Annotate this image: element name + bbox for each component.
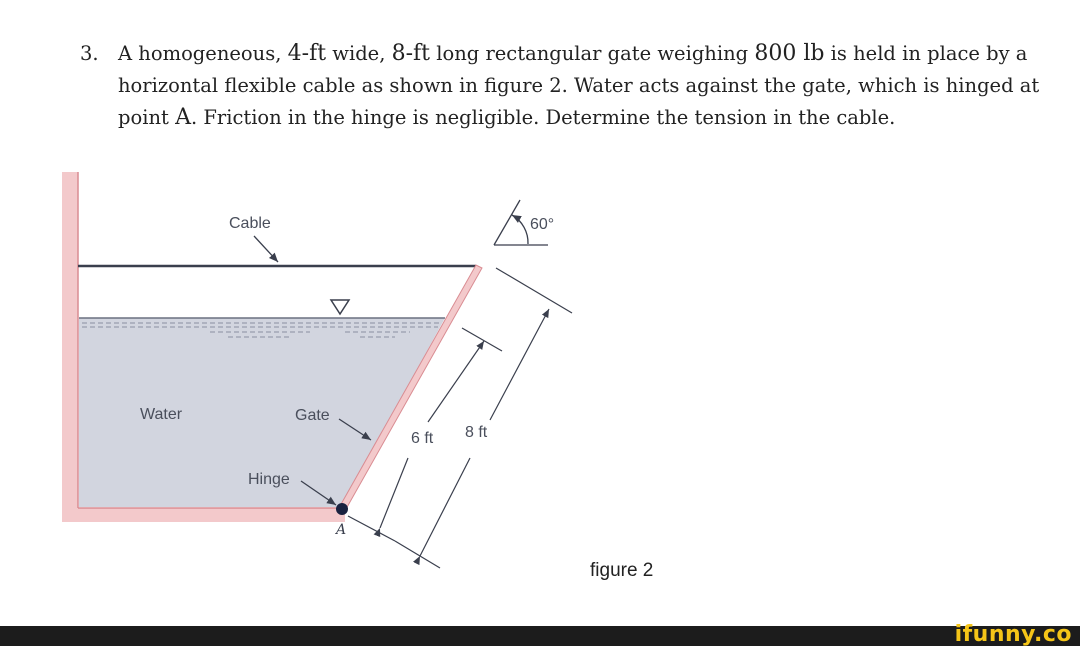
text: long rectangular gate weighing bbox=[430, 42, 755, 65]
point-a-label: A bbox=[336, 522, 347, 538]
text: is held in place by a bbox=[824, 42, 1028, 65]
text: horizontal flexible cable as shown in figure 2. Water acts against the gate, which is hinged at bbox=[118, 74, 1040, 97]
cable-leader bbox=[254, 236, 278, 262]
text: wide, bbox=[326, 42, 392, 65]
watermark-bar bbox=[0, 622, 1080, 647]
value-length: 8-ft bbox=[391, 41, 431, 66]
hinge-point bbox=[336, 503, 348, 515]
point-label: A bbox=[175, 105, 191, 130]
value-weight: 800 lb bbox=[754, 41, 825, 66]
figure-caption: figure 2 bbox=[590, 560, 654, 581]
cable-label: Cable bbox=[229, 215, 271, 232]
water-label: Water bbox=[140, 406, 183, 423]
text: point bbox=[118, 106, 176, 129]
ifunny-logo: ifunny.co bbox=[954, 622, 1072, 647]
dimension-8ft-label: 8 ft bbox=[465, 424, 488, 441]
value-width: 4-ft bbox=[287, 41, 327, 66]
gate-label: Gate bbox=[295, 407, 330, 424]
angle-label: 60° bbox=[530, 216, 555, 233]
dimension-6ft-label: 6 ft bbox=[411, 430, 434, 447]
text: . Friction in the hinge is negligible. Determine the tension in the cable. bbox=[190, 106, 896, 129]
text: A homogeneous, bbox=[118, 42, 288, 65]
problem-number: 3. bbox=[80, 42, 99, 65]
free-surface-symbol bbox=[331, 300, 349, 314]
hinge-label: Hinge bbox=[248, 471, 290, 488]
